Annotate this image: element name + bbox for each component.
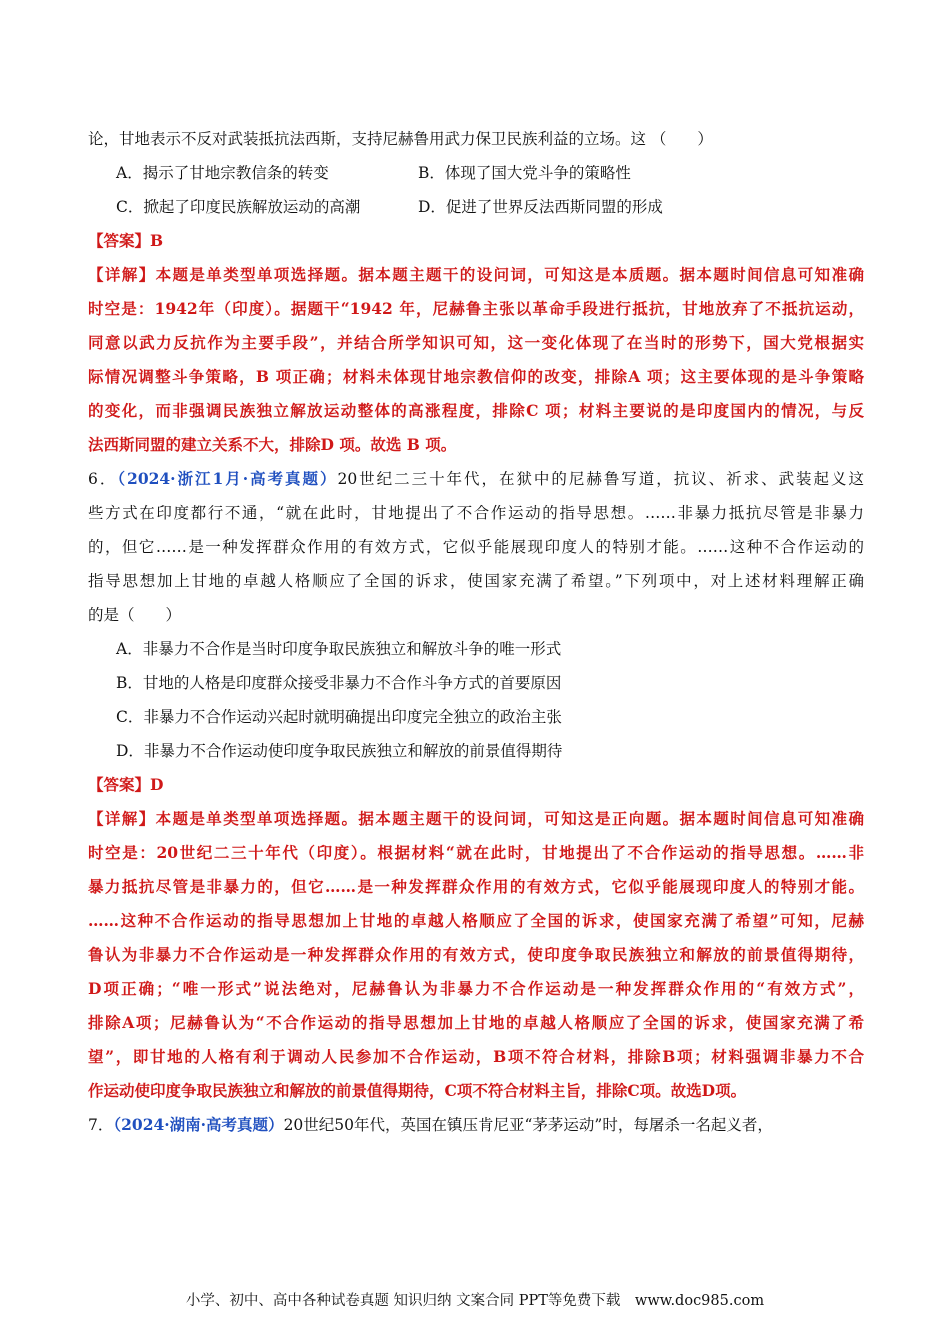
q5-answer xyxy=(88,224,864,258)
q7-stem-line-1 xyxy=(88,1108,864,1142)
q6-detail-line-1 xyxy=(88,802,864,836)
q6-detail-line: ……这种不合作运动的指导思想加上甘地的卓越人格顺应了全国的诉求，使国家充满了希望”可知，尼赫 xyxy=(88,911,864,930)
q7-source: （2024·湖南·高考真题） xyxy=(113,1115,284,1134)
q5-option-a: A．揭示了甘地宗教信条的转变 xyxy=(116,164,329,182)
q6-detail-label: 【详解】 xyxy=(88,809,156,828)
q5-option-c: C．掀起了印度民族解放运动的高潮 xyxy=(116,198,361,216)
document-body xyxy=(88,122,864,1142)
q6-detail-line: 排除A项；尼赫鲁认为“不合作运动的指导思想加上甘地的卓越人格顺应了全国的诉求，使国家充满了希 xyxy=(88,1013,864,1032)
q5-options-row-2 xyxy=(88,190,864,224)
q6-number: 6． xyxy=(88,470,118,488)
q5-stem-tail: 论，甘地表示不反对武装抵抗法西斯，支持尼赫鲁用武力保卫民族利益的立场。这 （ ） xyxy=(88,130,713,148)
q5-detail-line: 际情况调整斗争策略，B 项正确；材料未体现甘地宗教信仰的改变，排除A 项；这主要体现的是斗争策略 xyxy=(88,367,864,386)
page-footer: 小学、初中、高中各种试卷真题 知识归纳 文案合同 PPT等免费下载 www.doc985.com xyxy=(185,1293,765,1309)
q7-number: 7． xyxy=(88,1116,114,1134)
q6-option-c: C．非暴力不合作运动兴起时就明确提出印度完全独立的政治主张 xyxy=(116,708,562,726)
q6-detail-line: 作运动使印度争取民族独立和解放的前景值得期待，C项不符合材料主旨，排除C项。故选D项。 xyxy=(88,1081,747,1100)
q6-answer-label: 【答案】 xyxy=(88,775,151,794)
q6-detail-line: 暴力抵抗尽管是非暴力的，但它……是一种发挥群众作用的有效方式，它似乎能展现印度人的特别才能。 xyxy=(88,877,864,896)
q7-stem-text: 20世纪50年代，英国在镇压肯尼亚“茅茅运动”时，每屠杀一名起义者， xyxy=(283,1116,773,1134)
q5-detail-line: 时空是：1942年（印度）。据题干“1942 年，尼赫鲁主张以革命手段进行抵抗，甘地放弃了不抵抗运动， xyxy=(88,299,864,318)
q6-stem-line: 些方式在印度都行不通，“就在此时，甘地提出了不合作运动的指导思想。……非暴力抵抗尽管是非暴力 xyxy=(88,504,864,522)
q6-detail-line: D项正确；“唯一形式”说法绝对，尼赫鲁认为非暴力不合作运动是一种发挥群众作用的“有效方式”， xyxy=(88,979,864,998)
q6-detail-line: 鲁认为非暴力不合作运动是一种发挥群众作用的有效方式，使印度争取民族独立和解放的前景值得期待， xyxy=(88,945,864,964)
q6-detail-text: 本题是单类型单项选择题。据本题主题干的设问词，可知这是正向题。据本题时间信息可知准确 xyxy=(155,809,864,828)
q6-option-a: A．非暴力不合作是当时印度争取民族独立和解放斗争的唯一形式 xyxy=(116,640,562,658)
q6-source: （2024·浙江1月·高考真题） xyxy=(117,469,338,488)
q6-detail-line: 时空是：20世纪二三十年代（印度）。根据材料“就在此时，甘地提出了不合作运动的指导思想。……非 xyxy=(88,843,864,862)
q6-option-d: D．非暴力不合作运动使印度争取民族独立和解放的前景值得期待 xyxy=(116,742,563,760)
q6-stem-text: 20世纪二三十年代，在狱中的尼赫鲁写道，抗议、祈求、武装起义这 xyxy=(337,470,864,488)
q6-option-b: B．甘地的人格是印度群众接受非暴力不合作斗争方式的首要原因 xyxy=(116,674,562,692)
q5-option-d: D．促进了世界反法西斯同盟的形成 xyxy=(418,198,663,216)
q5-option-b: B．体现了国大党斗争的策略性 xyxy=(418,164,631,182)
q6-stem-line-1 xyxy=(88,462,864,496)
q5-detail-label: 【详解】 xyxy=(88,265,156,284)
q5-detail-text: 本题是单类型单项选择题。据本题主题干的设问词，可知这是本质题。据本题时间信息可知准确 xyxy=(155,265,864,284)
q5-detail-line: 法西斯同盟的建立关系不大，排除D 项。故选 B 项。 xyxy=(88,435,457,454)
q5-detail-line: 同意以武力反抗作为主要手段”，并结合所学知识可知，这一变化体现了在当时的形势下，国大党根据实 xyxy=(88,333,864,352)
q6-stem-line: 指导思想加上甘地的卓越人格顺应了全国的诉求，使国家充满了希望。”下列项中，对上述材料理解正确 xyxy=(88,572,864,590)
q6-answer xyxy=(88,768,864,802)
q6-stem-line: 的是（ ） xyxy=(88,606,182,624)
q5-answer-label: 【答案】 xyxy=(88,231,151,250)
q5-detail-line-1 xyxy=(88,258,864,292)
q5-options-row-1 xyxy=(88,156,864,190)
q6-stem-line: 的，但它……是一种发挥群众作用的有效方式，它似乎能展现印度人的特别才能。……这种不合作运动的 xyxy=(88,538,864,556)
q6-answer-value: D xyxy=(150,775,164,794)
q5-answer-value: B xyxy=(150,231,164,250)
q5-detail-line: 的变化，而非强调民族独立解放运动整体的高涨程度，排除C 项；材料主要说的是印度国内的情况，与反 xyxy=(88,401,864,420)
q6-detail-line: 望”，即甘地的人格有利于调动人民参加不合作运动，B项不符合材料，排除B项；材料强调非暴力不合 xyxy=(88,1047,864,1066)
